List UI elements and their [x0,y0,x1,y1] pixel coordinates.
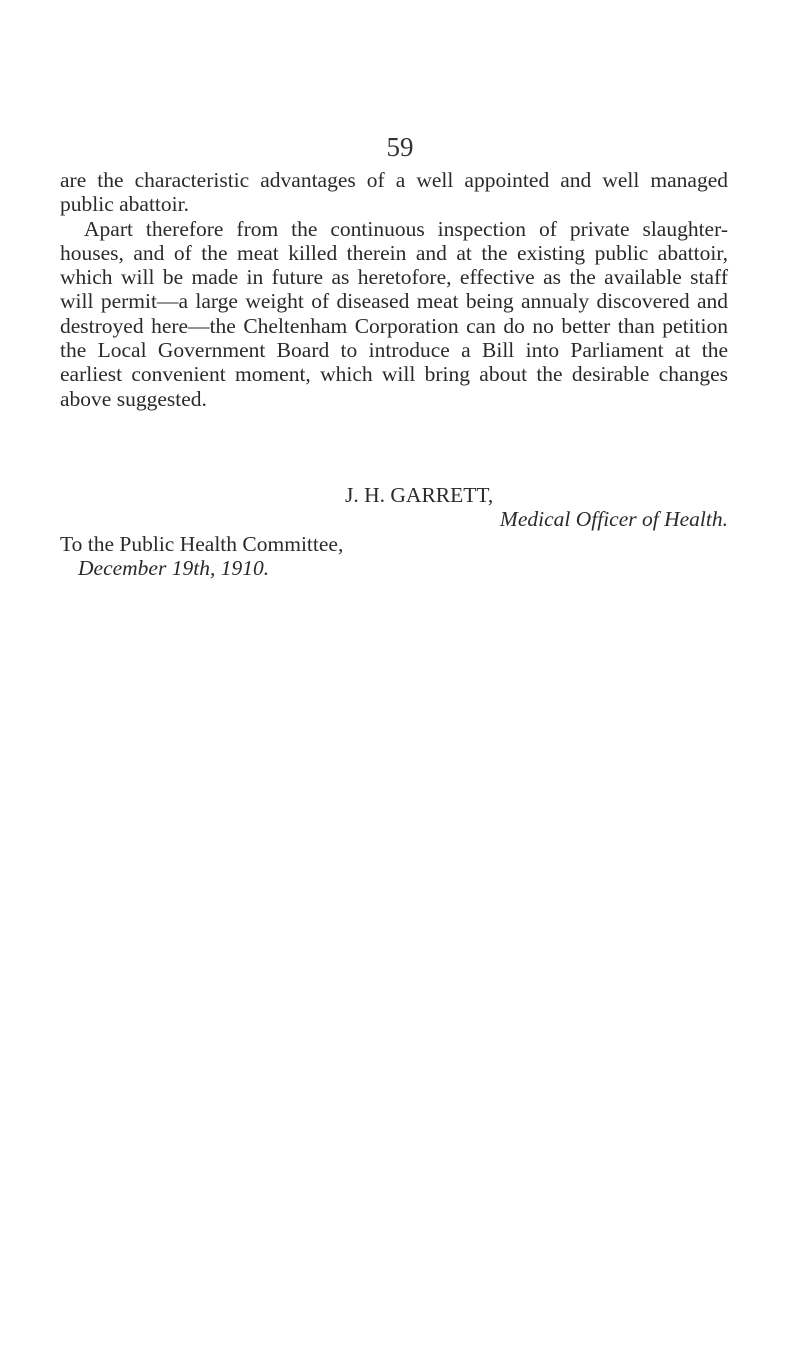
signatory-title: Medical Officer of Health. [499,507,728,532]
paragraph-recommendation: Apart therefore from the continuous inspection of private slaughter-houses, and of the meat killed therein and at the existing public abattoir, which will be made in future as heretofore, effective as the available staff will permit—a large weight of diseased meat being annualy discovered and destroyed here—the Cheltenham Corporation can do no better than petition the Local Government Board to introduce a Bill into Parliament at the earliest convenient moment, which will bring about the desirable changes above suggested. [60,216,728,411]
signatory-name: J. H. GARRETT, [345,483,494,507]
page-number: 59 [386,132,414,162]
signature-block [60,483,728,580]
paragraph-continuation: are the characteristic advantages of a well appointed and well managed public abattoir. [60,168,728,217]
body-text [60,168,728,411]
date-line: December 19th, 1910. [78,555,270,580]
addressee: To the Public Health Committee, [60,531,344,556]
